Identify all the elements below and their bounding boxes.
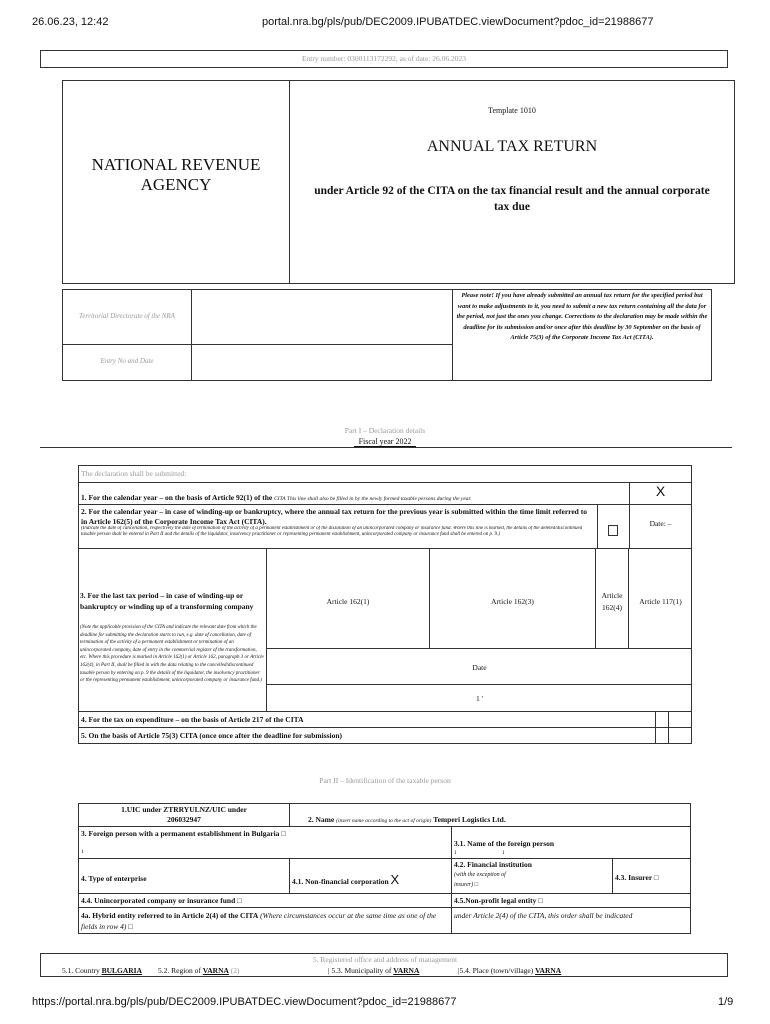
row2-date-cell[interactable] [629, 504, 692, 549]
municipality-label: | 5.3. Municipality of [328, 966, 392, 975]
entry-value-field[interactable] [191, 344, 453, 381]
foreign-name-value-2[interactable]: 1 [502, 850, 505, 856]
name-note: (insert name according to the act of origin) [336, 818, 432, 824]
hybrid-right-cell [451, 907, 691, 934]
option-art-117-1[interactable]: Article 117(1) [639, 597, 682, 606]
region-label: 5.2. Region of [158, 966, 201, 975]
row1-label: 1. For the calendar year – on the basis of Article 92(1) of the [81, 493, 273, 502]
option-art-162-3[interactable]: Article 162(3) [491, 597, 534, 606]
enterprise-type-cell [78, 858, 290, 894]
row2-cell [78, 504, 598, 549]
entry-no-date-label: Entry No and Date [100, 357, 154, 365]
option-art-162-1[interactable]: Article 162(1) [326, 597, 370, 606]
part1-title: Part I – Declaration details [344, 426, 426, 435]
uic-label: 1.UIC under ZTRRYULNZ/UIC under [121, 805, 247, 814]
foreign-cell [78, 826, 452, 859]
row1-check-mark: X [655, 483, 666, 499]
unincorp-label: 4.4. Unincorporated company or insurance fund □ [81, 896, 242, 905]
submitted-header: The declaration shall be submitted: [81, 469, 187, 478]
nonprofit-cell[interactable] [451, 893, 691, 908]
document-title: ANNUAL TAX RETURN [426, 138, 598, 155]
submitted-header-row [78, 465, 692, 483]
nonprofit-label: 4.5.Non-profit legal entity □ [454, 896, 543, 905]
row1-cell [78, 482, 630, 505]
row5-cell [78, 727, 656, 744]
entry-label-cell [62, 344, 192, 381]
part2-title: Part II – Identification of the taxable person [319, 776, 451, 785]
row3-note: (Note the applicable provision of the CITA and indicate the relevant date from which the deadline for submitting the declaration starts to run, e.g. date of cancellation, date of termination of the activity of a permanent establishment or termination of an unincorporated company, date of entry in the commercial register of the transformation, etc. Where this procedure is marked in Article 162(1) or Article 162, paragraph 3 or Article 162(4), in Part II, shall be filled in with the data relating to the cancelled/discontinued taxable person by entering on p. 9 the details of the liquidator, the insolvency practitioner or the representing permanent establishment, unincorporated company or insurance fund.) [80, 625, 264, 684]
row3-date-label: Date [472, 663, 487, 672]
nonfin-label: 4.1. Non-financial corporation [292, 877, 389, 886]
row5-box-b[interactable] [668, 727, 692, 744]
fiscal-year: Fiscal year 2022 [358, 437, 412, 446]
row2-checkbox[interactable] [608, 525, 618, 536]
row1-checkbox[interactable] [629, 482, 692, 505]
region-value: VARNA [202, 966, 229, 975]
region-code: (2) [230, 966, 240, 975]
hybrid-note: (Where circumstances occur at the same time as one of the fields in row 4) □ [81, 911, 437, 931]
row5-label: 5. On the basis of Article 75(3) CITA (once once after the deadline for submission) [81, 731, 343, 740]
note-cell [452, 289, 712, 381]
template-label: Template 1010 [488, 106, 536, 115]
agency-cell [62, 80, 290, 284]
fin-label: 4.2. Financial institution [454, 860, 532, 869]
row4-box-b[interactable] [668, 711, 692, 728]
row2-checkbox-cell [597, 504, 630, 549]
print-url[interactable]: portal.nra.bg/pls/pub/DEC2009.IPUBATDEC.viewDocument?pdoc_id=21988677 [262, 16, 654, 28]
municipality-field[interactable] [328, 966, 419, 976]
print-datetime: 26.06.23, 12:42 [32, 16, 109, 28]
enterprise-type-label: 4. Type of enterprise [81, 874, 147, 883]
directorate-value-field[interactable] [191, 289, 453, 345]
footer-page-number: 1/9 [718, 996, 734, 1008]
row3-date-value[interactable]: 1 ' [476, 694, 483, 703]
correction-note: Please note! If you have already submitted an annual tax return for the specified period but want to make adjustments to it, you need to submit a new tax return containing all the data for the period, not just the ones you change. Corrections to the declaration may be made within the deadline for its submission and/or once after this deadline by 30 September on the basis of Article 75(3) of the Corporate Income Tax Act (CITA). [456, 292, 708, 341]
row2-date: Date: – [649, 519, 672, 528]
foreign-value[interactable]: 1 [81, 849, 84, 855]
name-value[interactable]: Temperi Logistics Ltd. [433, 815, 506, 824]
name-cell [289, 803, 691, 827]
name-label: 2. Name [308, 815, 335, 824]
address-title: 5. Registered office and address of management [312, 955, 458, 964]
document-subtitle: under Article 92 of the CITA on the tax financial result and the annual corporate tax due [314, 185, 710, 213]
country-field[interactable] [62, 966, 142, 976]
row5-box-a[interactable] [655, 727, 669, 744]
row4-label: 4. For the tax on expenditure – on the basis of Article 217 of the CITA [81, 715, 304, 724]
foreign-name-value[interactable]: 1 [454, 850, 457, 856]
nonfin-cell[interactable] [289, 858, 452, 894]
place-value: VARNA [535, 966, 562, 975]
hybrid-cell[interactable] [78, 907, 452, 934]
directorate-label-cell [62, 289, 192, 345]
place-field[interactable] [458, 966, 561, 976]
foreign-label: 3. Foreign person with a permanent establishment in Bulgaria □ [81, 829, 286, 838]
municipality-value: VARNA [393, 966, 420, 975]
fin-cell[interactable] [451, 858, 613, 894]
directorate-label: Territorial Directorate of the NRA [79, 312, 175, 320]
agency-name: NATIONAL REVENUE AGENCY [91, 155, 261, 194]
option-art-162-4[interactable]: Article 162(4) [601, 591, 623, 612]
row3-label: 3. For the last tax period – in case of winding-up or bankruptcy or winding up of a transforming company [80, 591, 254, 611]
uic-value[interactable]: 206032947 [167, 815, 201, 824]
hybrid-right-note: under Article 2(4) of the CITA, this order shall be indicated [454, 911, 633, 920]
row1-note: CITA This line shall also be filled in by the newly formed taxable persons during the year. [274, 496, 472, 502]
row4-cell [78, 711, 656, 728]
unincorp-cell[interactable] [78, 893, 452, 908]
fin-note: (with the exception of insurer) □ [454, 872, 506, 888]
country-label: 5.1. Country [62, 966, 100, 975]
country-value: BULGARIA [101, 966, 143, 975]
insurer-cell[interactable] [612, 858, 691, 894]
row2-label: 2. For the calendar year – in case of winding-up or bankruptcy, where the annual tax return for the previous year is submitted within the time limit referred to in Article 162(5) of the Corporate Income Tax Act (CITA). [81, 507, 587, 526]
insurer-label: 4.3. Insurer □ [615, 873, 659, 882]
place-label: |5.4. Place (town/village) [458, 966, 534, 975]
region-field[interactable] [158, 966, 240, 976]
hybrid-label: 4a. Hybrid entity referred to in Article 2(4) of the CITA [81, 911, 259, 920]
title-cell [289, 80, 735, 284]
nonfin-mark: X [390, 872, 400, 887]
foreign-name-cell [451, 826, 691, 859]
uic-cell [78, 803, 290, 827]
footer-url[interactable]: https://portal.nra.bg/pls/pub/DEC2009.IPUBATDEC.viewDocument?pdoc_id=21988677 [32, 996, 457, 1008]
foreign-name-label: 3.1. Name of the foreign person [454, 839, 555, 848]
row4-box-a[interactable] [655, 711, 669, 728]
entry-number-banner: Entry number: 0300113172292, as of date: 26.06.2023 [40, 50, 728, 68]
row2-note: (Indicate the date of cancellation, respectively the date of termination of the activity of a permanent establishment or of the dissolution of an unincorporated company or insurance fund. Where this line is marked, the details of the deleted/discontinued taxable person shall be entered in Part II and the details of the liquidator, insolvency practitioner or representing permanent establishment, unincorporated company or insurance fund shall be entered on p. 9.) [81, 526, 583, 538]
